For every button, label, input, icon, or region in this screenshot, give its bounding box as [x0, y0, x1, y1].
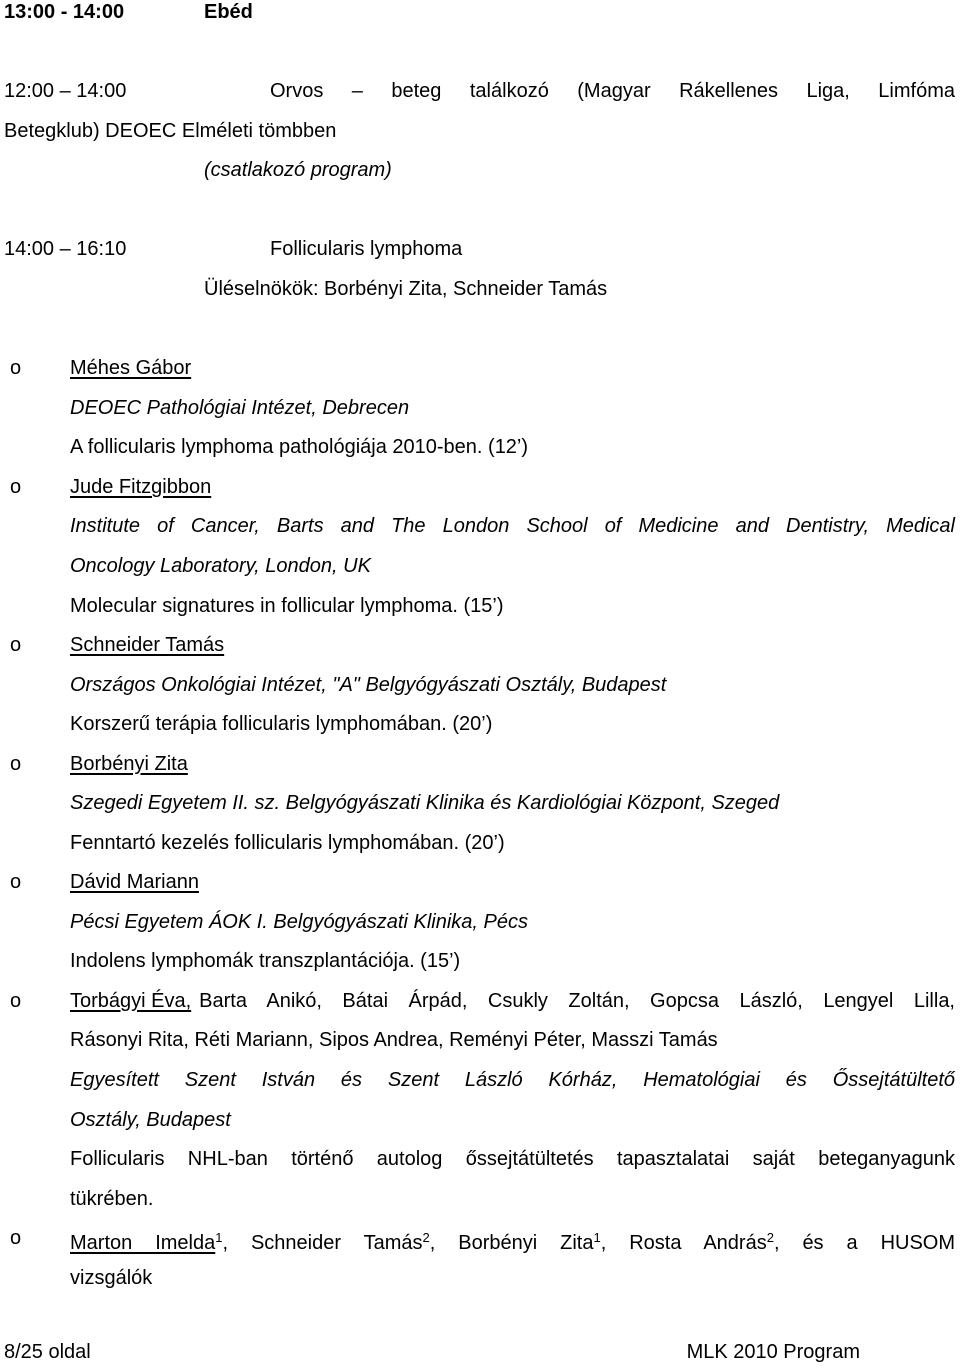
- affiliation-mark: 2: [766, 1230, 774, 1245]
- bullet-marker: o: [10, 634, 22, 656]
- talk-speaker: Dávid Mariann: [70, 871, 199, 893]
- talk-speaker: Schneider Tamás: [70, 634, 225, 656]
- talk-title: Korszerű terápia follicularis lymphomában. (20’): [70, 713, 493, 735]
- meeting-title-line1: Orvos – beteg találkozó (Magyar Rákellenes Liga, Limfóma: [270, 80, 955, 102]
- affiliation-mark: 2: [422, 1230, 430, 1245]
- bullet-marker: o: [10, 357, 22, 379]
- bullet-marker: o: [10, 476, 22, 498]
- session-chairs: Üléselnökök: Borbényi Zita, Schneider Tamás: [204, 278, 608, 300]
- footer-document-title: MLK 2010 Program: [686, 1341, 860, 1363]
- talk-title: Fenntartó kezelés follicularis lymphomában. (20’): [70, 832, 505, 854]
- talk-coauthor: , Rosta András: [600, 1232, 767, 1254]
- talk-affiliation: Pécsi Egyetem ÁOK I. Belgyógyászati Klinika, Pécs: [70, 911, 528, 933]
- session-time: 14:00 – 16:10: [4, 238, 127, 260]
- talk-coauthor: , és a HUSOM: [773, 1232, 956, 1254]
- affiliation-mark: 1: [215, 1230, 223, 1245]
- affiliation-mark: 1: [593, 1230, 601, 1245]
- talk-title: A follicularis lymphoma pathológiája 2010-ben. (12’): [70, 436, 529, 458]
- meeting-time: 12:00 – 14:00: [4, 80, 127, 102]
- bullet-marker: o: [10, 871, 22, 893]
- talk-title: Follicularis NHL-ban történő autolog őssejtátültetés tapasztalatai saját beteganyagunk: [70, 1148, 955, 1170]
- talk-speaker: Méhes Gábor: [70, 357, 192, 379]
- talk-affiliation: Szegedi Egyetem II. sz. Belgyógyászati Klinika és Kardiológiai Központ, Szeged: [70, 792, 780, 814]
- talk-title: tükrében.: [70, 1188, 154, 1210]
- talk-speaker: Borbényi Zita: [70, 753, 188, 775]
- bullet-marker: o: [10, 753, 22, 775]
- talk-affiliation: Országos Onkológiai Intézet, "A" Belgyógyászati Osztály, Budapest: [70, 674, 667, 696]
- talk-speaker: Marton Imelda: [70, 1232, 216, 1254]
- talk-affiliation: Egyesített Szent István és Szent László Kórház, Hematológiai és Őssejtátültető: [70, 1069, 955, 1091]
- bullet-marker: o: [10, 1227, 22, 1249]
- lunch-time: 13:00 - 14:00: [4, 1, 125, 23]
- meeting-title-line2: Betegklub) DEOEC Elméleti tömbben: [4, 120, 337, 142]
- talk-coauthor: , Schneider Tamás: [222, 1232, 423, 1254]
- talk-authors-line1: [70, 1226, 955, 1255]
- talk-affiliation: DEOEC Pathológiai Intézet, Debrecen: [70, 397, 410, 419]
- talk-coauthors: vizsgálók: [70, 1267, 153, 1289]
- talk-speaker: Jude Fitzgibbon: [70, 476, 212, 498]
- talk-affiliation: Osztály, Budapest: [70, 1109, 231, 1131]
- talk-coauthors: Barta Anikó, Bátai Árpád, Csukly Zoltán, Gopcsa László, Lengyel Lilla,: [199, 990, 955, 1012]
- lunch-label: Ebéd: [204, 1, 253, 23]
- talk-title: Indolens lymphomák transzplantációja. (15’): [70, 950, 461, 972]
- talk-speaker: Torbágyi Éva,: [70, 990, 192, 1012]
- talk-coauthor: , Borbényi Zita: [429, 1232, 594, 1254]
- talk-affiliation: Institute of Cancer, Barts and The London School of Medicine and Dentistry, Medical: [70, 515, 955, 537]
- bullet-marker: o: [10, 990, 22, 1012]
- session-title: Follicularis lymphoma: [270, 238, 463, 260]
- talk-authors-line1: [70, 989, 955, 1013]
- talk-affiliation: Oncology Laboratory, London, UK: [70, 555, 371, 577]
- meeting-note: (csatlakozó program): [204, 159, 392, 181]
- talk-coauthors: Rásonyi Rita, Réti Mariann, Sipos Andrea, Reményi Péter, Masszi Tamás: [70, 1029, 718, 1051]
- footer-page-number: 8/25 oldal: [4, 1341, 91, 1363]
- talk-title: Molecular signatures in follicular lymphoma. (15’): [70, 595, 504, 617]
